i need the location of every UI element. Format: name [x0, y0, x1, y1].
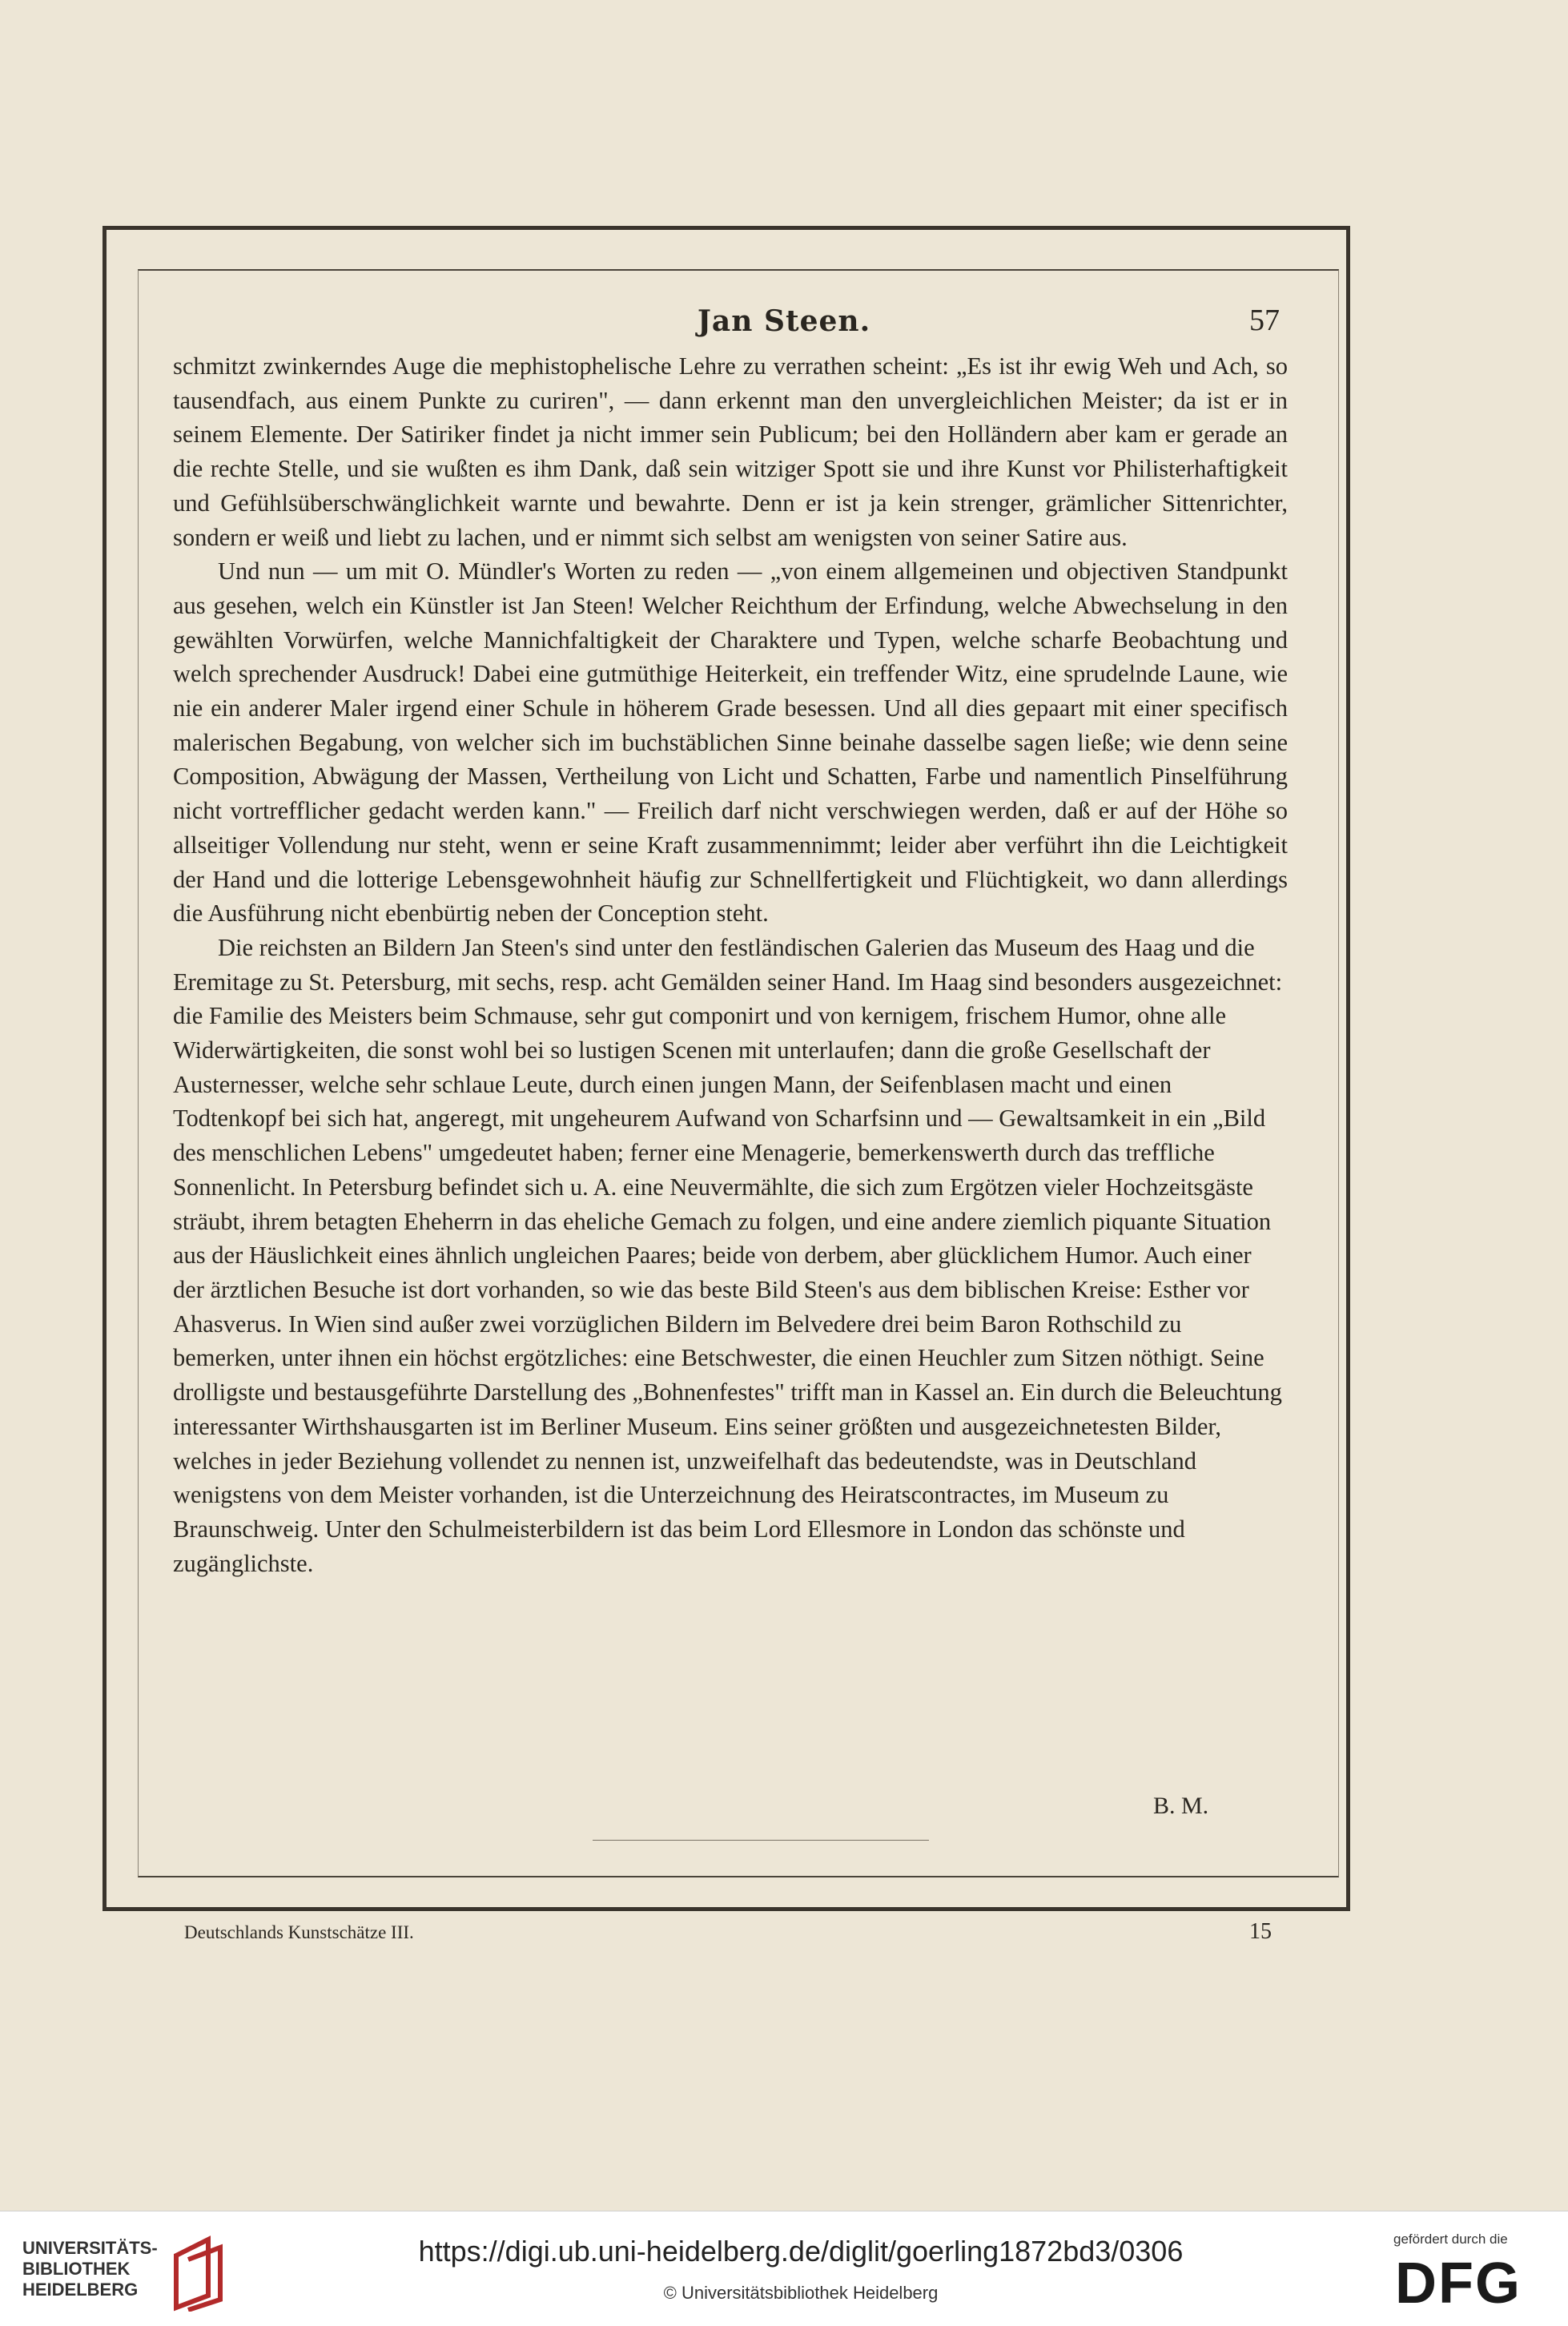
- paragraph: Und nun — um mit O. Mündler's Worten zu reden — „von einem allgemeinen und objectiven Standpunkt aus gesehen, welch ein Künstler ist Jan Steen! Welcher Reichthum der Erfindung, welche Abwechselung in den gewählten Vorwürfen, welche Mannichfaltigkeit der Charaktere und Typen, welche scharfe Beobachtung und welch sprechender Ausdruck! Dabei eine gutmüthige Heiterkeit, ein treffender Witz, eine sprudelnde Laune, wie nie ein anderer Maler irgend einer Schule in höherem Grade besessen. Und all dies gepaart mit einer specifisch malerischen Begabung, von welcher sich im buchstäblichen Sinne beinahe dasselbe sagen ließe; wie denn seine Composition, Abwägung der Massen, Vertheilung von Licht und Schatten, Farbe und namentlich Pinselführung nicht vortrefflicher gedacht werden kann." — Freilich darf nicht verschwiegen werden, daß er auf der Höhe so allseitiger Vollendung nur steht, wenn er seine Kraft zusammennimmt; leider aber verführt ihn die Leichtigkeit der Hand und die lotterige Lebensgewohnheit häufig zur Schnellfertigkeit und Flüchtigkeit, wo dann allerdings die Ausführung nicht ebenbürtig neben der Conception steht.: [173, 557, 1288, 928]
- sheet-number: 15: [1249, 1919, 1272, 1944]
- author-signature: B. M.: [1153, 1793, 1209, 1819]
- funding-note: gefördert durch die: [1393, 2231, 1508, 2247]
- article-body: [173, 349, 1288, 1580]
- volume-footer: Deutschlands Kunstschätze III.: [184, 1922, 414, 1942]
- paragraph: schmitzt zwinkerndes Auge die mephistophelische Lehre zu verrathen scheint: „Es ist ihr ewig Weh und Ach, so tausendfach, aus einem Punkte zu curiren", — dann erkennt man den unvergleichlichen Meister; da ist er in seinem Elemente. Der Satiriker findet ja nicht immer sein Publicum; bei den Holländern aber kam er gerade an die rechte Stelle, und sie wußten es ihm Dank, daß sein witziger Spott sie und ihre Kunst vor Philisterhaftigkeit und Gefühlsüberschwänglichkeit warnte und bewahrte. Denn er ist ja kein strenger, grämlicher Sittenrichter, sondern er weiß und liebt zu lachen, und er nimmt sich selbst am wenigsten von seiner Satire aus.: [173, 352, 1288, 551]
- page-number: 57: [1249, 304, 1280, 337]
- library-info-bar: [0, 2211, 1568, 2326]
- running-title: Jan Steen.: [697, 304, 871, 338]
- dfg-logo: DFG: [1395, 2252, 1522, 2316]
- library-logo-text: UNIVERSITÄTS- BIBLIOTHEK HEIDELBERG: [22, 2238, 158, 2300]
- library-logo-icon: [160, 2231, 232, 2312]
- copyright-notice: © Universitätsbibliothek Heidelberg: [663, 2283, 939, 2303]
- paragraph: Die reichsten an Bildern Jan Steen's sind unter den festländischen Galerien das Museum des Haag und die Eremitage zu St. Petersburg, mit sechs, resp. acht Gemälden seiner Hand. Im Haag sind besonders ausgezeichnet: die Familie des Meisters beim Schmause, sehr gut componirt und von kernigem, frischem Humor, ohne alle Widerwärtigkeiten, die sonst wohl bei so lustigen Scenen mit unterlaufen; dann die große Gesellschaft der Austernesser, welche sehr schlaue Leute, durch einen jungen Mann, der Seifenblasen macht und einen Todtenkopf bei sich hat, angeregt, mit ungeheurem Aufwand von Scharfsinn und — Gewaltsamkeit in ein „Bild des menschlichen Lebens" umgedeutet haben; ferner eine Menagerie, bemerkenswerth durch das treffliche Sonnenlicht. In Petersburg befindet sich u. A. eine Neuvermählte, die sich zum Ergötzen vieler Hochzeitsgäste sträubt, ihrem betagten Eheherrn in das eheliche Gemach zu folgen, und eine andere ziemlich piquante Situation aus der Häuslichkeit eines ähnlich ungleichen Paares; beide von derbem, aber glücklichem Humor. Auch einer der ärztlichen Besuche ist dort vorhanden, so wie das beste Bild Steen's aus dem biblischen Kreise: Esther vor Ahasverus. In Wien sind außer zwei vorzüglichen Bildern im Belvedere drei beim Baron Rothschild zu bemerken, unter ihnen ein höchst ergötzliches: eine Betschwester, die einen Heuchler zum Sitzen nöthigt. Seine drolligste und bestausgeführte Darstellung des „Bohnenfestes" trifft man in Kassel an. Ein durch die Beleuchtung interessanter Wirthshausgarten ist im Berliner Museum. Eins seiner größten und ausgezeichnetesten Bilder, welches in jeder Beziehung vollendet zu nennen ist, unzweifelhaft das bedeutendste, was in Deutschland wenigstens von dem Meister vorhanden, ist die Unterzeichnung des Heiratscontractes, im Museum zu Braunschweig. Unter den Schulmeisterbildern ist das beim Lord Ellesmore in London das schönste und zugänglichste.: [173, 933, 1283, 1577]
- permalink-url[interactable]: https://digi.ub.uni-heidelberg.de/diglit/goerling1872bd3/0306: [418, 2235, 1184, 2268]
- end-divider: [593, 1840, 929, 1841]
